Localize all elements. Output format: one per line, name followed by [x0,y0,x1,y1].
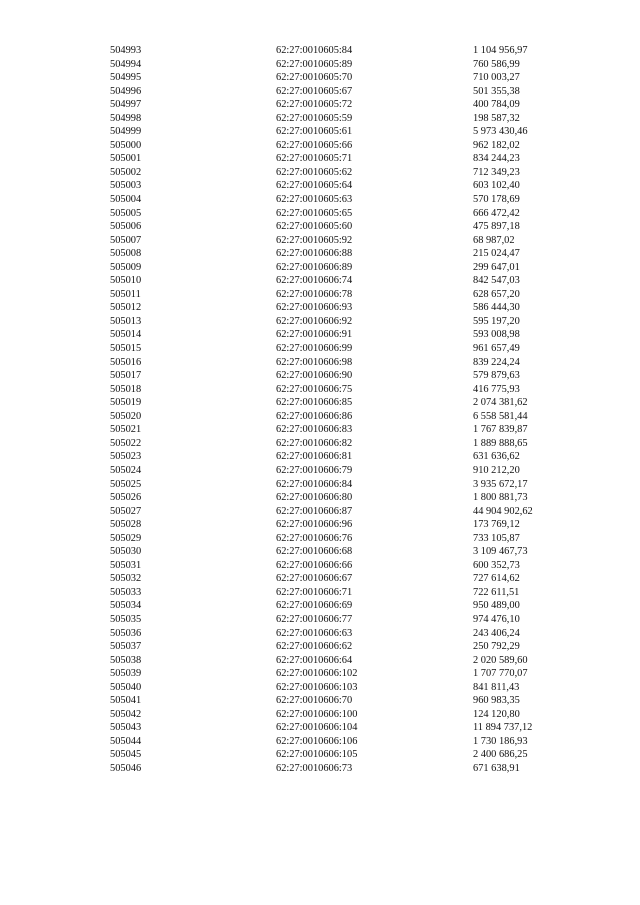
cadastral-value-cell: 962 182,02 [473,139,520,151]
cadastral-value-cell: 6 558 581,44 [473,410,528,422]
table-row [110,681,583,695]
cadastral-number-cell: 62:27:0010606:75 [276,383,353,395]
table-row [110,450,583,464]
record-number-cell: 505000 [110,139,142,151]
table-row [110,383,583,397]
cadastral-value-cell: 842 547,03 [473,275,520,287]
cadastral-number-cell: 62:27:0010606:78 [276,288,353,300]
table-row [110,491,583,505]
record-number-cell: 505006 [110,221,142,233]
cadastral-number-cell: 62:27:0010606:103 [276,681,358,693]
table-row [110,301,583,315]
cadastral-value-cell: 3 109 467,73 [473,546,528,558]
cadastral-number-cell: 62:27:0010605:63 [276,194,353,206]
table-row [110,85,583,99]
record-number-cell: 505007 [110,234,142,246]
cadastral-number-cell: 62:27:0010606:77 [276,613,353,625]
cadastral-value-cell: 2 074 381,62 [473,397,528,409]
cadastral-number-cell: 62:27:0010606:100 [276,708,358,720]
record-number-cell: 505030 [110,546,142,558]
record-number-cell: 505016 [110,356,142,368]
cadastral-number-cell: 62:27:0010606:84 [276,478,353,490]
cadastral-number-cell: 62:27:0010605:67 [276,85,353,97]
table-row [110,112,583,126]
table-row [110,599,583,613]
cadastral-value-cell: 910 212,20 [473,464,520,476]
table-row [110,627,583,641]
cadastral-value-cell: 631 636,62 [473,451,520,463]
cadastral-value-cell: 475 897,18 [473,221,520,233]
cadastral-value-cell: 603 102,40 [473,180,520,192]
record-number-cell: 505027 [110,505,142,517]
record-number-cell: 505036 [110,627,142,639]
table-row [110,58,583,72]
cadastral-number-cell: 62:27:0010605:92 [276,234,353,246]
table-row [110,721,583,735]
cadastral-value-cell: 595 197,20 [473,315,520,327]
table-row [110,437,583,451]
cadastral-number-cell: 62:27:0010606:93 [276,302,353,314]
cadastral-value-cell: 710 003,27 [473,72,520,84]
cadastral-number-cell: 62:27:0010605:64 [276,180,353,192]
cadastral-value-cell: 712 349,23 [473,166,520,178]
record-number-cell: 505046 [110,762,142,774]
record-number-cell: 505034 [110,600,142,612]
cadastral-number-cell: 62:27:0010606:105 [276,749,358,761]
record-number-cell: 505040 [110,681,142,693]
cadastral-value-cell: 570 178,69 [473,194,520,206]
table-row [110,98,583,112]
cadastral-value-cell: 733 105,87 [473,532,520,544]
record-number-cell: 505017 [110,370,142,382]
cadastral-number-cell: 62:27:0010606:102 [276,668,358,680]
cadastral-value-cell: 1 104 956,97 [473,45,528,56]
table-row [110,247,583,261]
cadastral-value-cell: 11 894 737,12 [473,722,533,734]
cadastral-number-cell: 62:27:0010606:83 [276,424,353,436]
cadastral-number-cell: 62:27:0010606:69 [276,600,353,612]
table-row [110,71,583,85]
record-number-cell: 505014 [110,329,142,341]
table-row [110,193,583,207]
record-number-cell: 505008 [110,248,142,260]
cadastral-number-cell: 62:27:0010605:61 [276,126,353,138]
cadastral-value-cell: 722 611,51 [473,586,520,598]
record-number-cell: 505009 [110,261,142,273]
cadastral-number-cell: 62:27:0010606:99 [276,343,353,355]
table-row [110,356,583,370]
cadastral-value-cell: 1 767 839,87 [473,424,528,436]
record-number-cell: 505028 [110,519,142,531]
cadastral-value-cell: 3 935 672,17 [473,478,528,490]
table-row [110,423,583,437]
cadastral-value-cell: 579 879,63 [473,370,520,382]
cadastral-number-cell: 62:27:0010606:70 [276,695,353,707]
cadastral-number-cell: 62:27:0010605:59 [276,112,353,124]
cadastral-value-cell: 727 614,62 [473,573,520,585]
cadastral-value-cell: 961 657,49 [473,343,520,355]
table-row [110,261,583,275]
cadastral-number-cell: 62:27:0010606:81 [276,451,353,463]
record-number-cell: 504999 [110,126,142,138]
table-row [110,410,583,424]
table-row [110,478,583,492]
record-number-cell: 505010 [110,275,142,287]
record-number-cell: 505004 [110,194,142,206]
table-row [110,708,583,722]
table-row [110,369,583,383]
cadastral-number-cell: 62:27:0010606:73 [276,762,353,774]
table-row [110,179,583,193]
cadastral-number-cell: 62:27:0010606:90 [276,370,353,382]
cadastral-value-cell: 1 800 881,73 [473,492,528,504]
cadastral-number-cell: 62:27:0010606:80 [276,492,353,504]
cadastral-value-cell: 600 352,73 [473,559,520,571]
cadastral-value-cell: 950 489,00 [473,600,520,612]
record-number-cell: 505041 [110,695,142,707]
cadastral-number-cell: 62:27:0010606:92 [276,315,353,327]
table-row [110,152,583,166]
record-number-cell: 505039 [110,668,142,680]
record-number-cell: 505015 [110,343,142,355]
table-row [110,640,583,654]
cadastral-value-cell: 400 784,09 [473,99,520,111]
cadastral-number-cell: 62:27:0010605:84 [276,45,353,56]
record-number-cell: 505024 [110,464,142,476]
record-number-cell: 505031 [110,559,142,571]
record-number-cell: 505042 [110,708,142,720]
cadastral-number-cell: 62:27:0010606:68 [276,546,353,558]
cadastral-value-cell: 198 587,32 [473,112,520,124]
cadastral-number-cell: 62:27:0010606:74 [276,275,353,287]
cadastral-number-cell: 62:27:0010606:96 [276,519,353,531]
record-number-cell: 505044 [110,735,142,747]
cadastral-value-cell: 416 775,93 [473,383,520,395]
cadastral-value-cell: 666 472,42 [473,207,520,219]
cadastral-number-cell: 62:27:0010606:91 [276,329,353,341]
record-number-cell: 504995 [110,72,142,84]
cadastral-number-cell: 62:27:0010605:65 [276,207,353,219]
record-number-cell: 505033 [110,586,142,598]
table-body [110,44,583,776]
cadastral-value-cell: 760 586,99 [473,58,520,70]
table-row [110,654,583,668]
cadastral-value-cell: 44 904 902,62 [473,505,533,517]
cadastral-value-cell: 1 889 888,65 [473,437,528,449]
record-number-cell: 505032 [110,573,142,585]
cadastral-value-cell: 250 792,29 [473,641,520,653]
table-row [110,762,583,776]
record-number-cell: 505011 [110,288,141,300]
table-row [110,518,583,532]
cadastral-value-table [110,44,583,776]
cadastral-number-cell: 62:27:0010606:87 [276,505,353,517]
record-number-cell: 504993 [110,45,142,56]
record-number-cell: 505035 [110,613,142,625]
cadastral-number-cell: 62:27:0010606:63 [276,627,353,639]
record-number-cell: 505023 [110,451,142,463]
table-row [110,328,583,342]
table-row [110,125,583,139]
cadastral-value-cell: 960 983,35 [473,695,520,707]
record-number-cell: 505029 [110,532,142,544]
table-row [110,342,583,356]
cadastral-number-cell: 62:27:0010605:70 [276,72,353,84]
cadastral-number-cell: 62:27:0010606:88 [276,248,353,260]
table-row [110,613,583,627]
table-row [110,166,583,180]
cadastral-number-cell: 62:27:0010606:64 [276,654,353,666]
cadastral-value-cell: 839 224,24 [473,356,520,368]
record-number-cell: 505021 [110,424,142,436]
cadastral-number-cell: 62:27:0010606:104 [276,722,358,734]
table-row [110,586,583,600]
cadastral-number-cell: 62:27:0010605:60 [276,221,353,233]
table-row [110,464,583,478]
record-number-cell: 505022 [110,437,142,449]
cadastral-value-cell: 5 973 430,46 [473,126,528,138]
cadastral-value-cell: 501 355,38 [473,85,520,97]
record-number-cell: 505020 [110,410,142,422]
cadastral-value-cell: 841 811,43 [473,681,520,693]
table-row [110,735,583,749]
cadastral-number-cell: 62:27:0010605:62 [276,166,353,178]
table-row [110,274,583,288]
record-number-cell: 505043 [110,722,142,734]
cadastral-number-cell: 62:27:0010606:66 [276,559,353,571]
table-row [110,288,583,302]
table-row [110,207,583,221]
table-row [110,559,583,573]
cadastral-number-cell: 62:27:0010606:76 [276,532,353,544]
cadastral-value-cell: 215 024,47 [473,248,520,260]
table-row [110,572,583,586]
table-row [110,396,583,410]
record-number-cell: 505005 [110,207,142,219]
cadastral-number-cell: 62:27:0010606:62 [276,641,353,653]
cadastral-value-cell: 1 707 770,07 [473,668,528,680]
table-row [110,315,583,329]
record-number-cell: 504996 [110,85,142,97]
record-number-cell: 504994 [110,58,142,70]
table-row [110,694,583,708]
cadastral-number-cell: 62:27:0010606:85 [276,397,353,409]
table-row [110,545,583,559]
cadastral-number-cell: 62:27:0010606:86 [276,410,353,422]
record-number-cell: 505003 [110,180,142,192]
record-number-cell: 505019 [110,397,142,409]
record-number-cell: 505013 [110,315,142,327]
table-row [110,532,583,546]
record-number-cell: 504998 [110,112,142,124]
cadastral-value-cell: 68 987,02 [473,234,515,246]
cadastral-number-cell: 62:27:0010605:71 [276,153,353,165]
record-number-cell: 505038 [110,654,142,666]
cadastral-value-cell: 593 008,98 [473,329,520,341]
table-row [110,139,583,153]
record-number-cell: 505001 [110,153,142,165]
record-number-cell: 505045 [110,749,142,761]
table-row [110,748,583,762]
record-number-cell: 505025 [110,478,142,490]
cadastral-number-cell: 62:27:0010605:72 [276,99,353,111]
cadastral-value-cell: 173 769,12 [473,519,520,531]
table-row [110,220,583,234]
cadastral-value-cell: 2 400 686,25 [473,749,528,761]
cadastral-number-cell: 62:27:0010605:89 [276,58,353,70]
record-number-cell: 505012 [110,302,142,314]
cadastral-number-cell: 62:27:0010606:89 [276,261,353,273]
record-number-cell: 505002 [110,166,142,178]
cadastral-value-cell: 1 730 186,93 [473,735,528,747]
cadastral-value-cell: 124 120,80 [473,708,520,720]
cadastral-value-cell: 299 647,01 [473,261,520,273]
cadastral-value-cell: 586 444,30 [473,302,520,314]
table-row [110,505,583,519]
cadastral-number-cell: 62:27:0010606:79 [276,464,353,476]
table-row [110,667,583,681]
record-number-cell: 505037 [110,641,142,653]
table-row [110,234,583,248]
cadastral-value-cell: 974 476,10 [473,613,520,625]
cadastral-value-cell: 2 020 589,60 [473,654,528,666]
cadastral-number-cell: 62:27:0010606:67 [276,573,353,585]
cadastral-number-cell: 62:27:0010606:71 [276,586,353,598]
record-number-cell: 504997 [110,99,142,111]
cadastral-number-cell: 62:27:0010606:82 [276,437,353,449]
cadastral-value-cell: 671 638,91 [473,762,520,774]
cadastral-number-cell: 62:27:0010606:106 [276,735,358,747]
cadastral-value-cell: 243 406,24 [473,627,520,639]
cadastral-number-cell: 62:27:0010605:66 [276,139,353,151]
cadastral-value-cell: 628 657,20 [473,288,520,300]
cadastral-value-cell: 834 244,23 [473,153,520,165]
record-number-cell: 505026 [110,492,142,504]
record-number-cell: 505018 [110,383,142,395]
cadastral-number-cell: 62:27:0010606:98 [276,356,353,368]
table-row [110,44,583,58]
